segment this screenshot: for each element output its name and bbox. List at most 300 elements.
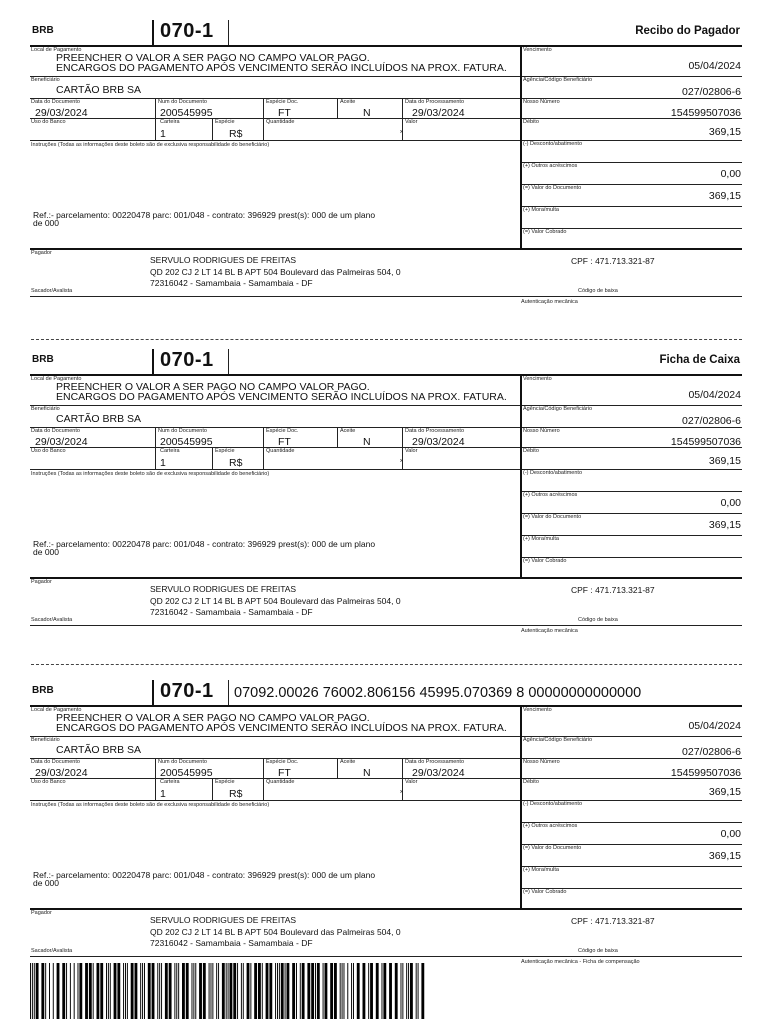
bank-name: BRB bbox=[32, 25, 54, 36]
digitable-line: 07092.00026 76002.806156 45995.070369 8 00000000000000 bbox=[234, 685, 642, 701]
rule bbox=[30, 296, 742, 297]
barcode-bar bbox=[117, 963, 120, 1019]
column-divider bbox=[212, 118, 213, 140]
header-divider bbox=[152, 349, 154, 374]
barcode-bar bbox=[376, 963, 379, 1019]
nosso-numero: 154599507036 bbox=[670, 107, 741, 119]
barcode-bar bbox=[351, 963, 352, 1019]
debito: 369,15 bbox=[708, 126, 741, 138]
barcode-bar bbox=[218, 963, 219, 1019]
label-data-documento: Data do Documento bbox=[31, 99, 80, 105]
barcode-bar bbox=[79, 963, 82, 1019]
column-divider bbox=[402, 98, 403, 118]
label-vencimento: Vencimento bbox=[523, 376, 552, 382]
vencimento: 05/04/2024 bbox=[688, 720, 741, 732]
label-valor-cobrado: (=) Valor Cobrado bbox=[523, 889, 567, 895]
label-quantidade: Quantidade bbox=[266, 119, 295, 125]
pagador-cidade: 72316042 - Samambaia - Samambaia - DF bbox=[150, 938, 313, 948]
cut-line bbox=[31, 664, 742, 665]
referencia-1: Ref.:- parcelamento: 00220478 parc: 001/048 - contrato: 396929 prest(s): 000 de um plano bbox=[33, 870, 376, 880]
autenticacao-mecanica: Autenticação mecânica bbox=[521, 299, 578, 305]
label-codigo-baixa: Código de baixa bbox=[578, 288, 618, 294]
barcode-bar bbox=[78, 963, 79, 1019]
barcode-bar bbox=[342, 963, 343, 1019]
label-valor-documento: (=) Valor do Documento bbox=[523, 185, 582, 191]
multiply-mark: x bbox=[400, 789, 403, 795]
pagador-cpf: CPF : 471.713.321-87 bbox=[571, 916, 655, 926]
label-quantidade: Quantidade bbox=[266, 448, 295, 454]
column-divider bbox=[337, 98, 338, 118]
barcode-bar bbox=[165, 963, 168, 1019]
barcode-bar bbox=[228, 963, 229, 1019]
rule bbox=[30, 98, 742, 99]
label-pagador: Pagador bbox=[31, 910, 52, 916]
pagador-cidade: 72316042 - Samambaia - Samambaia - DF bbox=[150, 278, 313, 288]
barcode-bar bbox=[70, 963, 71, 1019]
column-divider bbox=[337, 427, 338, 447]
barcode-bar bbox=[135, 963, 138, 1019]
pagador-nome: SERVULO RODRIGUES DE FREITAS bbox=[150, 915, 297, 925]
barcode-bar bbox=[32, 963, 33, 1019]
especie: R$ bbox=[229, 457, 243, 469]
barcode-bar bbox=[53, 963, 54, 1019]
barcode-bar bbox=[347, 963, 348, 1019]
rule bbox=[30, 374, 742, 376]
barcode-bar bbox=[30, 963, 31, 1019]
header-divider bbox=[152, 680, 154, 705]
label-agencia: Agência/Código Beneficiário bbox=[523, 406, 593, 412]
outros-acrescimos: 0,00 bbox=[720, 828, 741, 840]
rule bbox=[30, 800, 742, 801]
barcode-bar bbox=[292, 963, 295, 1019]
barcode-bar bbox=[131, 963, 134, 1019]
label-data-processamento: Data do Processamento bbox=[405, 759, 465, 765]
num-documento: 200545995 bbox=[160, 767, 213, 779]
barcode-bar bbox=[49, 963, 50, 1019]
barcode-bar bbox=[233, 963, 236, 1019]
barcode-bar bbox=[254, 963, 257, 1019]
barcode-bar bbox=[212, 963, 213, 1019]
barcode-bar bbox=[370, 963, 373, 1019]
barcode-bar bbox=[157, 963, 158, 1019]
barcode-bar bbox=[262, 963, 263, 1019]
data-processamento: 29/03/2024 bbox=[412, 767, 465, 779]
label-desconto: (-) Desconto/abatimento bbox=[523, 470, 582, 476]
barcode-bar bbox=[45, 963, 46, 1019]
ficha-de-compensacao bbox=[30, 680, 742, 980]
column-divider bbox=[263, 98, 264, 118]
barcode-bar bbox=[230, 963, 233, 1019]
bank-code: 070-1 bbox=[160, 20, 214, 42]
multiply-mark: x bbox=[400, 458, 403, 464]
barcode-bar bbox=[406, 963, 407, 1019]
local-pagamento-1: PREENCHER O VALOR A SER PAGO NO CAMPO VALOR PAGO. bbox=[56, 52, 370, 64]
barcode-bar bbox=[277, 963, 278, 1019]
rule bbox=[30, 405, 742, 406]
label-beneficiario: Beneficiário bbox=[31, 737, 60, 743]
barcode-bar bbox=[383, 963, 386, 1019]
label-uso-banco: Uso do Banco bbox=[31, 779, 66, 785]
barcode-bar bbox=[357, 963, 360, 1019]
referencia-2: de 000 bbox=[33, 547, 59, 557]
barcode-bar bbox=[66, 963, 67, 1019]
label-data-documento: Data do Documento bbox=[31, 428, 80, 434]
label-local-pagamento: Local de Pagamento bbox=[31, 707, 82, 713]
barcode-bar bbox=[199, 963, 202, 1019]
barcode-bar bbox=[421, 963, 424, 1019]
barcode-bar bbox=[74, 963, 75, 1019]
barcode-bar bbox=[353, 963, 354, 1019]
carteira: 1 bbox=[160, 457, 166, 469]
ficha-de-caixa bbox=[30, 349, 742, 649]
barcode-bar bbox=[287, 963, 290, 1019]
label-data-processamento: Data do Processamento bbox=[405, 428, 465, 434]
pagador-nome: SERVULO RODRIGUES DE FREITAS bbox=[150, 255, 297, 265]
barcode-bar bbox=[402, 963, 403, 1019]
header-divider bbox=[228, 349, 229, 374]
header-divider bbox=[152, 20, 154, 45]
barcode-bar bbox=[243, 963, 244, 1019]
valor-documento: 369,15 bbox=[708, 519, 741, 531]
barcode-bar bbox=[416, 963, 417, 1019]
referencia-2: de 000 bbox=[33, 218, 59, 228]
num-documento: 200545995 bbox=[160, 107, 213, 119]
label-outros-acrescimos: (+) Outros acréscimos bbox=[523, 492, 578, 498]
label-data-processamento: Data do Processamento bbox=[405, 99, 465, 105]
barcode-bar bbox=[279, 963, 280, 1019]
label-local-pagamento: Local de Pagamento bbox=[31, 376, 82, 382]
referencia-1: Ref.:- parcelamento: 00220478 parc: 001/048 - contrato: 396929 prest(s): 000 de um plano bbox=[33, 210, 376, 220]
barcode-bar bbox=[269, 963, 272, 1019]
barcode-bar bbox=[216, 963, 217, 1019]
barcode-bar bbox=[401, 963, 402, 1019]
carteira: 1 bbox=[160, 128, 166, 140]
barcode-bar bbox=[222, 963, 225, 1019]
barcode-bar bbox=[106, 963, 107, 1019]
referencia-2: de 000 bbox=[33, 878, 59, 888]
barcode-bar bbox=[192, 963, 193, 1019]
local-pagamento-2: ENCARGOS DO PAGAMENTO APÓS VENCIMENTO SERÃO INCLUÍDOS NA PROX. FATURA. bbox=[56, 391, 507, 403]
label-agencia: Agência/Código Beneficiário bbox=[523, 737, 593, 743]
data-documento: 29/03/2024 bbox=[35, 107, 88, 119]
barcode-bar bbox=[186, 963, 189, 1019]
barcode-bar bbox=[389, 963, 392, 1019]
barcode-bar bbox=[161, 963, 162, 1019]
barcode-bar bbox=[176, 963, 177, 1019]
barcode-bar bbox=[108, 963, 109, 1019]
label-beneficiario: Beneficiário bbox=[31, 406, 60, 412]
rule bbox=[30, 705, 742, 707]
label-mora-multa: (+) Mora/multa bbox=[523, 207, 559, 213]
barcode-bar bbox=[334, 963, 337, 1019]
valor-documento: 369,15 bbox=[708, 850, 741, 862]
column-divider bbox=[263, 427, 264, 447]
aceite: N bbox=[363, 436, 371, 448]
rule bbox=[30, 76, 742, 77]
cut-line bbox=[31, 339, 742, 340]
label-especie: Espécie bbox=[215, 779, 235, 785]
label-mora-multa: (+) Mora/multa bbox=[523, 867, 559, 873]
label-sacador-avalista: Sacador/Avalista bbox=[31, 617, 73, 623]
valor-documento: 369,15 bbox=[708, 190, 741, 202]
label-valor-documento: (=) Valor do Documento bbox=[523, 845, 582, 851]
label-sacador-avalista: Sacador/Avalista bbox=[31, 288, 73, 294]
barcode-bar bbox=[144, 963, 145, 1019]
pagador-cpf: CPF : 471.713.321-87 bbox=[571, 585, 655, 595]
rule bbox=[30, 758, 742, 759]
label-debito: Débito bbox=[523, 779, 539, 785]
barcode-bar bbox=[203, 963, 206, 1019]
barcode-bar bbox=[62, 963, 65, 1019]
pagador-endereco: QD 202 CJ 2 LT 14 BL B APT 504 Boulevard das Palmeiras 504, 0 bbox=[150, 927, 401, 937]
aceite: N bbox=[363, 767, 371, 779]
slip-title: Ficha de Caixa bbox=[659, 354, 740, 366]
rule bbox=[30, 577, 742, 579]
label-especie: Espécie bbox=[215, 119, 235, 125]
bank-name: BRB bbox=[32, 685, 54, 696]
barcode-bar bbox=[330, 963, 333, 1019]
barcode-bar bbox=[182, 963, 185, 1019]
data-documento: 29/03/2024 bbox=[35, 436, 88, 448]
label-quantidade: Quantidade bbox=[266, 779, 295, 785]
column-divider bbox=[155, 98, 156, 140]
local-pagamento-1: PREENCHER O VALOR A SER PAGO NO CAMPO VALOR PAGO. bbox=[56, 381, 370, 393]
label-nosso-numero: Nosso Número bbox=[523, 99, 560, 105]
especie: R$ bbox=[229, 128, 243, 140]
column-divider bbox=[520, 374, 522, 577]
column-divider bbox=[155, 758, 156, 800]
label-outros-acrescimos: (+) Outros acréscimos bbox=[523, 823, 578, 829]
barcode-bar bbox=[100, 963, 103, 1019]
barcode-bar bbox=[296, 963, 297, 1019]
agencia-codigo: 027/02806-6 bbox=[682, 746, 741, 758]
barcode-bar bbox=[340, 963, 341, 1019]
nosso-numero: 154599507036 bbox=[670, 436, 741, 448]
num-documento: 200545995 bbox=[160, 436, 213, 448]
label-instrucoes: Instruções (Todas as informações deste boleto são de exclusiva responsabilidade do beneficiário) bbox=[31, 802, 270, 808]
column-divider bbox=[263, 758, 264, 778]
outros-acrescimos: 0,00 bbox=[720, 497, 741, 509]
label-aceite: Aceite bbox=[340, 428, 356, 434]
rule bbox=[30, 956, 742, 957]
barcode-bar bbox=[410, 963, 413, 1019]
barcode-bar bbox=[323, 963, 324, 1019]
column-divider bbox=[155, 427, 156, 469]
label-codigo-baixa: Código de baixa bbox=[578, 617, 618, 623]
especie-doc: FT bbox=[278, 107, 291, 119]
label-pagador: Pagador bbox=[31, 250, 52, 256]
column-divider bbox=[263, 447, 264, 469]
label-data-documento: Data do Documento bbox=[31, 759, 80, 765]
barcode-bar bbox=[178, 963, 179, 1019]
label-local-pagamento: Local de Pagamento bbox=[31, 47, 82, 53]
label-uso-banco: Uso do Banco bbox=[31, 119, 66, 125]
barcode-bar bbox=[209, 963, 210, 1019]
data-documento: 29/03/2024 bbox=[35, 767, 88, 779]
especie-doc: FT bbox=[278, 436, 291, 448]
column-divider bbox=[402, 427, 403, 447]
nosso-numero: 154599507036 bbox=[670, 767, 741, 779]
data-processamento: 29/03/2024 bbox=[412, 107, 465, 119]
barcode-bar bbox=[266, 963, 269, 1019]
column-divider bbox=[263, 778, 264, 800]
bank-code: 070-1 bbox=[160, 680, 214, 702]
barcode-bar bbox=[123, 963, 124, 1019]
label-aceite: Aceite bbox=[340, 759, 356, 765]
barcode-bar bbox=[97, 963, 100, 1019]
label-beneficiario: Beneficiário bbox=[31, 77, 60, 83]
debito: 369,15 bbox=[708, 455, 741, 467]
column-divider bbox=[212, 447, 213, 469]
agencia-codigo: 027/02806-6 bbox=[682, 86, 741, 98]
bank-code: 070-1 bbox=[160, 349, 214, 371]
label-debito: Débito bbox=[523, 119, 539, 125]
label-instrucoes: Instruções (Todas as informações deste boleto são de exclusiva responsabilidade do beneficiário) bbox=[31, 471, 270, 477]
barcode-bar bbox=[368, 963, 369, 1019]
barcode-bar bbox=[325, 963, 328, 1019]
barcode-bar bbox=[302, 963, 305, 1019]
barcode-bar bbox=[159, 963, 160, 1019]
beneficiario: CARTÃO BRB SA bbox=[56, 744, 141, 756]
barcode-bar bbox=[408, 963, 409, 1019]
rule bbox=[30, 140, 742, 141]
pagador-endereco: QD 202 CJ 2 LT 14 BL B APT 504 Boulevard das Palmeiras 504, 0 bbox=[150, 596, 401, 606]
barcode-bar bbox=[382, 963, 383, 1019]
label-mora-multa: (+) Mora/multa bbox=[523, 536, 559, 542]
label-vencimento: Vencimento bbox=[523, 707, 552, 713]
label-especie-doc: Espécie Doc. bbox=[266, 428, 299, 434]
barcode-bar bbox=[315, 963, 316, 1019]
label-num-documento: Num do Documento bbox=[158, 99, 207, 105]
label-aceite: Aceite bbox=[340, 99, 356, 105]
barcode-bar bbox=[418, 963, 419, 1019]
barcode-bar bbox=[247, 963, 250, 1019]
barcode-bar bbox=[152, 963, 155, 1019]
rule bbox=[30, 248, 742, 250]
rule bbox=[30, 45, 742, 47]
local-pagamento-1: PREENCHER O VALOR A SER PAGO NO CAMPO VALOR PAGO. bbox=[56, 712, 370, 724]
beneficiario: CARTÃO BRB SA bbox=[56, 413, 141, 425]
barcode-bar bbox=[237, 963, 238, 1019]
label-outros-acrescimos: (+) Outros acréscimos bbox=[523, 163, 578, 169]
label-sacador-avalista: Sacador/Avalista bbox=[31, 948, 73, 954]
label-num-documento: Num do Documento bbox=[158, 428, 207, 434]
label-valor: Valor bbox=[405, 779, 418, 785]
barcode-bar bbox=[307, 963, 310, 1019]
label-desconto: (-) Desconto/abatimento bbox=[523, 141, 582, 147]
barcode-bar bbox=[93, 963, 94, 1019]
barcode-bar bbox=[395, 963, 398, 1019]
pagador-cpf: CPF : 471.713.321-87 bbox=[571, 256, 655, 266]
rule bbox=[30, 427, 742, 428]
column-divider bbox=[520, 705, 522, 908]
label-carteira: Carteira bbox=[160, 448, 180, 454]
rule bbox=[30, 908, 742, 910]
column-divider bbox=[263, 118, 264, 140]
aceite: N bbox=[363, 107, 371, 119]
recibo-do-pagador bbox=[30, 20, 742, 320]
especie-doc: FT bbox=[278, 767, 291, 779]
barcode-bar bbox=[226, 963, 227, 1019]
barcode-bar bbox=[363, 963, 366, 1019]
barcode-bar bbox=[127, 963, 128, 1019]
pagador-cidade: 72316042 - Samambaia - Samambaia - DF bbox=[150, 607, 313, 617]
column-divider bbox=[337, 758, 338, 778]
barcode-bar bbox=[174, 963, 175, 1019]
label-debito: Débito bbox=[523, 448, 539, 454]
debito: 369,15 bbox=[708, 786, 741, 798]
label-valor-cobrado: (=) Valor Cobrado bbox=[523, 229, 567, 235]
barcode-bar bbox=[211, 963, 212, 1019]
barcode-bar bbox=[281, 963, 284, 1019]
label-num-documento: Num do Documento bbox=[158, 759, 207, 765]
referencia-1: Ref.:- parcelamento: 00220478 parc: 001/048 - contrato: 396929 prest(s): 000 de um plano bbox=[33, 539, 376, 549]
label-desconto: (-) Desconto/abatimento bbox=[523, 801, 582, 807]
barcode-bar bbox=[193, 963, 194, 1019]
barcode-bar bbox=[36, 963, 39, 1019]
label-especie-doc: Espécie Doc. bbox=[266, 759, 299, 765]
agencia-codigo: 027/02806-6 bbox=[682, 415, 741, 427]
barcode-bar bbox=[241, 963, 242, 1019]
barcode-bar bbox=[195, 963, 196, 1019]
barcode-bar bbox=[344, 963, 345, 1019]
barcode-bar bbox=[250, 963, 251, 1019]
label-carteira: Carteira bbox=[160, 119, 180, 125]
barcode-bar bbox=[114, 963, 117, 1019]
local-pagamento-2: ENCARGOS DO PAGAMENTO APÓS VENCIMENTO SERÃO INCLUÍDOS NA PROX. FATURA. bbox=[56, 722, 507, 734]
carteira: 1 bbox=[160, 788, 166, 800]
rule bbox=[30, 625, 742, 626]
label-instrucoes: Instruções (Todas as informações deste boleto são de exclusiva responsabilidade do beneficiário) bbox=[31, 142, 270, 148]
barcode-bar bbox=[317, 963, 320, 1019]
rule bbox=[30, 736, 742, 737]
label-agencia: Agência/Código Beneficiário bbox=[523, 77, 593, 83]
barcode-bar bbox=[125, 963, 126, 1019]
label-codigo-baixa: Código de baixa bbox=[578, 948, 618, 954]
barcode-bar bbox=[89, 963, 92, 1019]
barcode-bar bbox=[258, 963, 261, 1019]
column-divider bbox=[520, 45, 522, 248]
barcode-bar bbox=[41, 963, 44, 1019]
local-pagamento-2: ENCARGOS DO PAGAMENTO APÓS VENCIMENTO SERÃO INCLUÍDOS NA PROX. FATURA. bbox=[56, 62, 507, 74]
barcode-bar bbox=[57, 963, 60, 1019]
barcode-bar bbox=[140, 963, 141, 1019]
label-carteira: Carteira bbox=[160, 779, 180, 785]
especie: R$ bbox=[229, 788, 243, 800]
barcode bbox=[30, 963, 425, 1019]
barcode-bar bbox=[85, 963, 88, 1019]
column-divider bbox=[212, 778, 213, 800]
rule bbox=[30, 469, 742, 470]
barcode-bar bbox=[300, 963, 301, 1019]
bank-name: BRB bbox=[32, 354, 54, 365]
barcode-bar bbox=[311, 963, 314, 1019]
vencimento: 05/04/2024 bbox=[688, 389, 741, 401]
barcode-bar bbox=[275, 963, 276, 1019]
vencimento: 05/04/2024 bbox=[688, 60, 741, 72]
header-divider bbox=[228, 20, 229, 45]
data-processamento: 29/03/2024 bbox=[412, 436, 465, 448]
label-vencimento: Vencimento bbox=[523, 47, 552, 53]
pagador-nome: SERVULO RODRIGUES DE FREITAS bbox=[150, 584, 297, 594]
barcode-bar bbox=[110, 963, 111, 1019]
slip-title: Recibo do Pagador bbox=[635, 25, 740, 37]
label-valor-documento: (=) Valor do Documento bbox=[523, 514, 582, 520]
autenticacao-mecanica: Autenticação mecânica - Ficha de compensação bbox=[521, 959, 640, 965]
label-nosso-numero: Nosso Número bbox=[523, 759, 560, 765]
label-especie: Espécie bbox=[215, 448, 235, 454]
label-valor: Valor bbox=[405, 119, 418, 125]
